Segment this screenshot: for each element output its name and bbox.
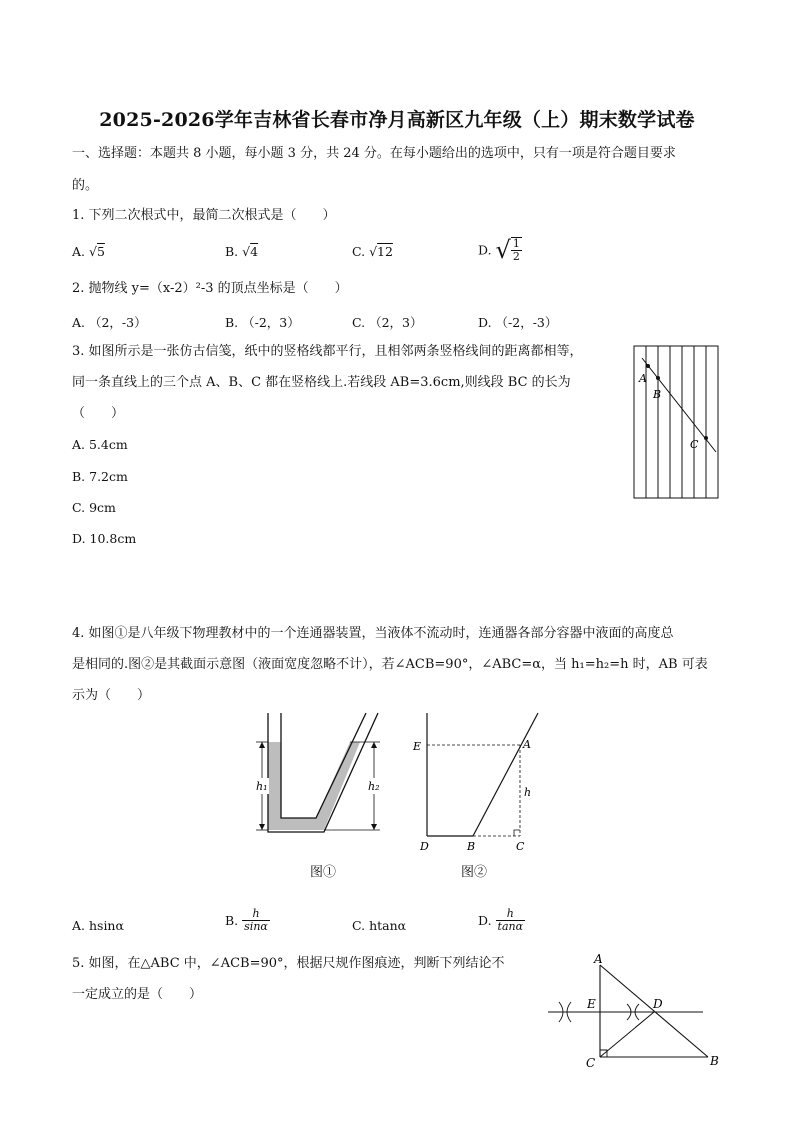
q3-line3: （ ） (72, 406, 125, 421)
q1-option-c (352, 244, 393, 259)
q1-option-d-den: 2 (512, 250, 520, 263)
q1-option-c-radical: √12 (369, 244, 393, 259)
q4-fig2-slant-ab (473, 713, 538, 836)
q2-option-a: A. （2，-3） (72, 315, 147, 330)
q2-option-d: D. （-2，-3） (478, 315, 558, 330)
q1-option-a-value: 5 (96, 244, 105, 259)
q3-figure (630, 342, 722, 502)
page-title: 2025-2026学年吉林省长春市净月高新区九年级（上）期末数学试卷 (99, 109, 695, 131)
q5-figure (543, 950, 728, 1073)
q3-option-c: C. 9cm (72, 500, 116, 515)
q4-option-d-fraction (496, 908, 526, 933)
q1-option-b-value: 4 (250, 244, 259, 259)
q3-point-a (646, 364, 650, 368)
q4-fig2-label-d: D (420, 840, 429, 853)
q4-figure2-caption: 图② (461, 865, 488, 880)
q4-option-d-label: D. (478, 913, 492, 928)
q4-figure1-caption: 图① (310, 865, 337, 880)
q5-line1: 5. 如图，在△ABC 中，∠ACB=90°，根据尺规作图痕迹，判断下列结论不 (72, 956, 505, 971)
q3-label-b: B (653, 388, 662, 401)
q4-fig2-label-h: h (524, 786, 532, 799)
q1-option-b (225, 244, 258, 259)
q3-point-c (704, 436, 708, 440)
q4-option-b-num: h (242, 908, 270, 921)
q1-option-b-label: B. (225, 244, 239, 259)
q5-label-e: E (587, 997, 596, 1011)
q1-option-a-label: A. (72, 244, 86, 259)
q3-line2: 同一条直线上的三个点 A、B、C 都在竖格线上.若线段 AB=3.6cm,则线段 BC 的长为 (72, 375, 571, 390)
q4-line2: 是相同的.图②是其截面示意图（液面宽度忽略不计），若∠ACB=90°，∠ABC=α，当 h₁=h₂=h 时，AB 可表 (72, 657, 708, 672)
q3-option-d: D. 10.8cm (72, 531, 137, 546)
q4-option-b-fraction (242, 908, 270, 933)
q4-fig2-label-b: B (467, 840, 476, 853)
q1-option-d-fraction (511, 237, 522, 263)
q5-label-d: D (653, 997, 663, 1011)
q5-segment-cd (600, 1012, 654, 1057)
q4-fig2-label-e: E (413, 740, 422, 753)
q3-label-c: C (690, 438, 699, 451)
q3-point-b (656, 376, 660, 380)
q4-fig2-label-a: A (523, 738, 531, 751)
q4-line3: 示为（ ） (72, 688, 151, 703)
q4-inner-wall (281, 713, 366, 818)
q1-option-c-value: 12 (377, 244, 393, 259)
q4-option-d-den: tanα (497, 920, 524, 933)
q1-option-d (478, 236, 522, 264)
q4-option-a: A. hsinα (72, 918, 124, 933)
q5-label-b: B (710, 1054, 719, 1068)
q3-line1: 3. 如图所示是一张仿古信笺，纸中的竖格线都平行，且相邻两条竖格线间的距离都相等， (72, 344, 583, 359)
q5-label-c: C (586, 1056, 596, 1070)
q3-figure-border (634, 346, 718, 498)
q1-option-a (72, 244, 105, 259)
q4-label-h2: h₂ (368, 780, 380, 793)
q2-option-b: B. （-2，3） (225, 315, 300, 330)
q5-label-a: A (594, 952, 603, 966)
q1-option-d-radical-sign: √ (495, 236, 511, 264)
q4-fig2-label-c: C (516, 840, 525, 853)
q4-figure1 (248, 710, 393, 845)
q1-stem: 1. 下列二次根式中，最简二次根式是（ ） (72, 208, 336, 223)
q3-option-a: A. 5.4cm (72, 437, 128, 452)
q2-stem: 2. 抛物线 y=（x-2）²-3 的顶点坐标是（ ） (72, 281, 348, 296)
section-heading-line1: 一、选择题：本题共 8 小题，每小题 3 分，共 24 分。在每小题给出的选项中，只有一项是符合题目要求 (72, 146, 676, 161)
q4-fig2-right-angle (514, 830, 520, 836)
q4-option-d (478, 908, 525, 933)
q4-option-c: C. htanα (352, 918, 407, 933)
q4-option-d-num: h (496, 908, 526, 921)
q4-figure2 (410, 710, 545, 855)
q1-option-a-radical: √5 (89, 244, 105, 259)
section-heading-line2: 的。 (72, 178, 99, 193)
q2-option-c: C. （2，3） (352, 315, 423, 330)
q4-label-h1: h₁ (256, 780, 268, 793)
q1-option-d-label: D. (478, 242, 492, 258)
q5-line2: 一定成立的是（ ） (72, 987, 203, 1002)
q4-option-b-den: sinα (244, 920, 268, 933)
q1-option-c-label: C. (352, 244, 366, 259)
q3-label-a: A (639, 372, 647, 385)
q4-option-b (225, 908, 270, 933)
q4-line1: 4. 如图①是八年级下物理教材中的一个连通器装置，当液体不流动时，连通器各部分容器中液面的高度总 (72, 626, 674, 641)
q4-option-b-label: B. (225, 913, 239, 928)
q1-option-d-num: 1 (512, 237, 520, 250)
q1-option-b-radical: √4 (242, 244, 259, 259)
q3-option-b: B. 7.2cm (72, 469, 128, 484)
